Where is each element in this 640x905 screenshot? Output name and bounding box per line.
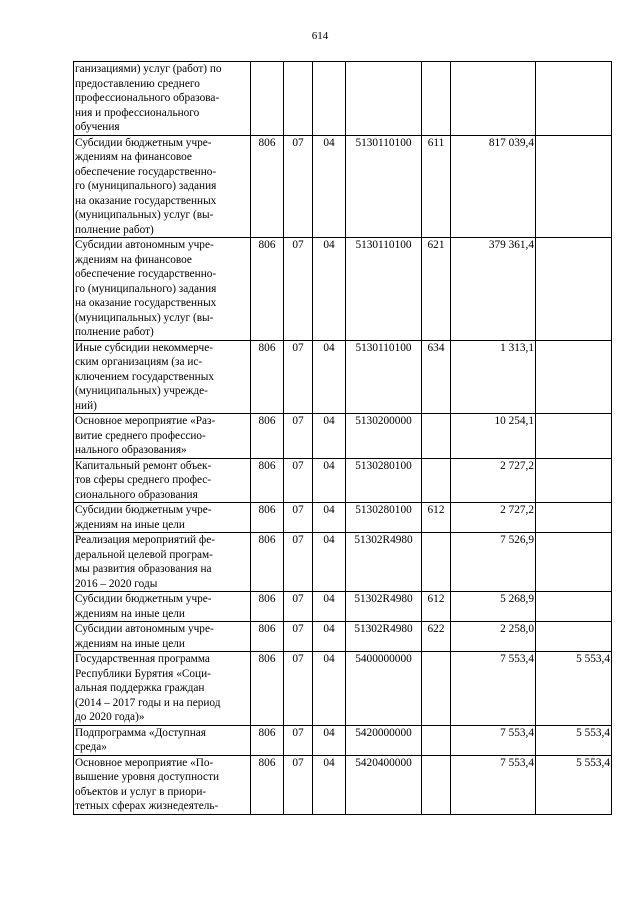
subsection-code-cell: 04 [313, 725, 346, 755]
amount-cell: 1 313,1 [451, 340, 536, 414]
target-article-cell: 5130280100 [346, 458, 422, 503]
target-article-cell: 5130200000 [346, 414, 422, 459]
amount-cell: 7 553,4 [451, 652, 536, 726]
page-number: 614 [311, 30, 329, 42]
expense-type-cell: 621 [422, 238, 451, 341]
subsection-code-cell: 04 [313, 414, 346, 459]
item-name-cell: ганизациями) услуг (работ) по предоставлению среднего профессионального образова- ния и профессионального обучения [74, 62, 251, 136]
amount-cell: 7 526,9 [451, 533, 536, 592]
table-row [74, 135, 612, 238]
subsection-code-cell: 04 [313, 622, 346, 652]
budget-table [73, 61, 612, 815]
amount-cell: 2 727,2 [451, 458, 536, 503]
amount-cell: 5 268,9 [451, 592, 536, 622]
federal-amount-cell [536, 238, 612, 341]
subsection-code-cell: 04 [313, 503, 346, 533]
section-code-cell [284, 62, 313, 136]
section-code-cell: 07 [284, 458, 313, 503]
expense-type-cell: 612 [422, 592, 451, 622]
federal-amount-cell [536, 458, 612, 503]
target-article-cell: 5130110100 [346, 238, 422, 341]
expense-type-cell [422, 725, 451, 755]
grbs-code-cell: 806 [251, 503, 284, 533]
target-article-cell: 51302R4980 [346, 592, 422, 622]
federal-amount-cell [536, 503, 612, 533]
table-row [74, 414, 612, 459]
item-name-cell: Субсидии бюджетным учре- ждениям на иные цели [74, 503, 251, 533]
table-row [74, 458, 612, 503]
subsection-code-cell: 04 [313, 340, 346, 414]
grbs-code-cell [251, 62, 284, 136]
grbs-code-cell: 806 [251, 652, 284, 726]
section-code-cell: 07 [284, 340, 313, 414]
grbs-code-cell: 806 [251, 414, 284, 459]
section-code-cell: 07 [284, 592, 313, 622]
item-name-cell: Основное мероприятие «По- вышение уровня доступности объектов и услуг в приори- тетных сферах жизнедеятель- [74, 755, 251, 814]
item-name-cell: Основное мероприятие «Раз- витие среднего профессио- нального образования» [74, 414, 251, 459]
target-article-cell: 5130110100 [346, 135, 422, 238]
item-name-cell: Государственная программа Республики Бурятия «Соци- альная поддержка граждан (2014 – 2017 годы и на период до 2020 года)» [74, 652, 251, 726]
expense-type-cell: 612 [422, 503, 451, 533]
subsection-code-cell: 04 [313, 533, 346, 592]
target-article-cell: 5130110100 [346, 340, 422, 414]
federal-amount-cell [536, 533, 612, 592]
subsection-code-cell: 04 [313, 755, 346, 814]
table-row [74, 652, 612, 726]
table-row [74, 238, 612, 341]
expense-type-cell [422, 414, 451, 459]
expense-type-cell: 634 [422, 340, 451, 414]
expense-type-cell: 622 [422, 622, 451, 652]
subsection-code-cell: 04 [313, 458, 346, 503]
grbs-code-cell: 806 [251, 533, 284, 592]
item-name-cell: Субсидии автономным учре- ждениям на иные цели [74, 622, 251, 652]
table-row [74, 725, 612, 755]
amount-cell: 7 553,4 [451, 755, 536, 814]
federal-amount-cell [536, 414, 612, 459]
expense-type-cell: 611 [422, 135, 451, 238]
grbs-code-cell: 806 [251, 755, 284, 814]
subsection-code-cell [313, 62, 346, 136]
expense-type-cell [422, 533, 451, 592]
grbs-code-cell: 806 [251, 340, 284, 414]
grbs-code-cell: 806 [251, 592, 284, 622]
grbs-code-cell: 806 [251, 238, 284, 341]
subsection-code-cell: 04 [313, 652, 346, 726]
federal-amount-cell [536, 622, 612, 652]
federal-amount-cell [536, 340, 612, 414]
target-article-cell [346, 62, 422, 136]
table-row [74, 592, 612, 622]
section-code-cell: 07 [284, 238, 313, 341]
section-code-cell: 07 [284, 622, 313, 652]
expense-type-cell [422, 62, 451, 136]
federal-amount-cell: 5 553,4 [536, 652, 612, 726]
item-name-cell: Субсидии бюджетным учре- ждениям на финансовое обеспечение государственно- го (муниципального) задания на оказание государственных (муниципальных) услуг (вы- полнение работ) [74, 135, 251, 238]
expense-type-cell [422, 755, 451, 814]
federal-amount-cell: 5 553,4 [536, 725, 612, 755]
federal-amount-cell [536, 62, 612, 136]
target-article-cell: 51302R4980 [346, 622, 422, 652]
amount-cell: 10 254,1 [451, 414, 536, 459]
item-name-cell: Субсидии автономным учре- ждениям на финансовое обеспечение государственно- го (муниципального) задания на оказание государственных (муниципальных) услуг (вы- полнение работ) [74, 238, 251, 341]
section-code-cell: 07 [284, 755, 313, 814]
item-name-cell: Субсидии бюджетным учре- ждениям на иные цели [74, 592, 251, 622]
table-row [74, 503, 612, 533]
section-code-cell: 07 [284, 135, 313, 238]
subsection-code-cell: 04 [313, 238, 346, 341]
grbs-code-cell: 806 [251, 622, 284, 652]
grbs-code-cell: 806 [251, 458, 284, 503]
section-code-cell: 07 [284, 503, 313, 533]
section-code-cell: 07 [284, 414, 313, 459]
federal-amount-cell: 5 553,4 [536, 755, 612, 814]
target-article-cell: 5130280100 [346, 503, 422, 533]
table-row [74, 62, 612, 136]
table-row [74, 340, 612, 414]
target-article-cell: 5400000000 [346, 652, 422, 726]
target-article-cell: 5420000000 [346, 725, 422, 755]
amount-cell [451, 62, 536, 136]
section-code-cell: 07 [284, 652, 313, 726]
amount-cell: 379 361,4 [451, 238, 536, 341]
grbs-code-cell: 806 [251, 135, 284, 238]
expense-type-cell [422, 458, 451, 503]
grbs-code-cell: 806 [251, 725, 284, 755]
amount-cell: 2 258,0 [451, 622, 536, 652]
amount-cell: 2 727,2 [451, 503, 536, 533]
expense-type-cell [422, 652, 451, 726]
subsection-code-cell: 04 [313, 592, 346, 622]
amount-cell: 817 039,4 [451, 135, 536, 238]
table-row [74, 755, 612, 814]
section-code-cell: 07 [284, 533, 313, 592]
section-code-cell: 07 [284, 725, 313, 755]
table-row [74, 533, 612, 592]
subsection-code-cell: 04 [313, 135, 346, 238]
table-row [74, 622, 612, 652]
federal-amount-cell [536, 592, 612, 622]
item-name-cell: Капитальный ремонт объек- тов сферы среднего профес- сионального образования [74, 458, 251, 503]
federal-amount-cell [536, 135, 612, 238]
item-name-cell: Подпрограмма «Доступная среда» [74, 725, 251, 755]
table-body [74, 62, 612, 815]
amount-cell: 7 553,4 [451, 725, 536, 755]
target-article-cell: 51302R4980 [346, 533, 422, 592]
target-article-cell: 5420400000 [346, 755, 422, 814]
item-name-cell: Реализация мероприятий фе- деральной целевой програм- мы развития образования на 2016 – 2020 годы [74, 533, 251, 592]
item-name-cell: Иные субсидии некоммерче- ским организациям (за ис- ключением государственных (муниципальных) учрежде- ний) [74, 340, 251, 414]
